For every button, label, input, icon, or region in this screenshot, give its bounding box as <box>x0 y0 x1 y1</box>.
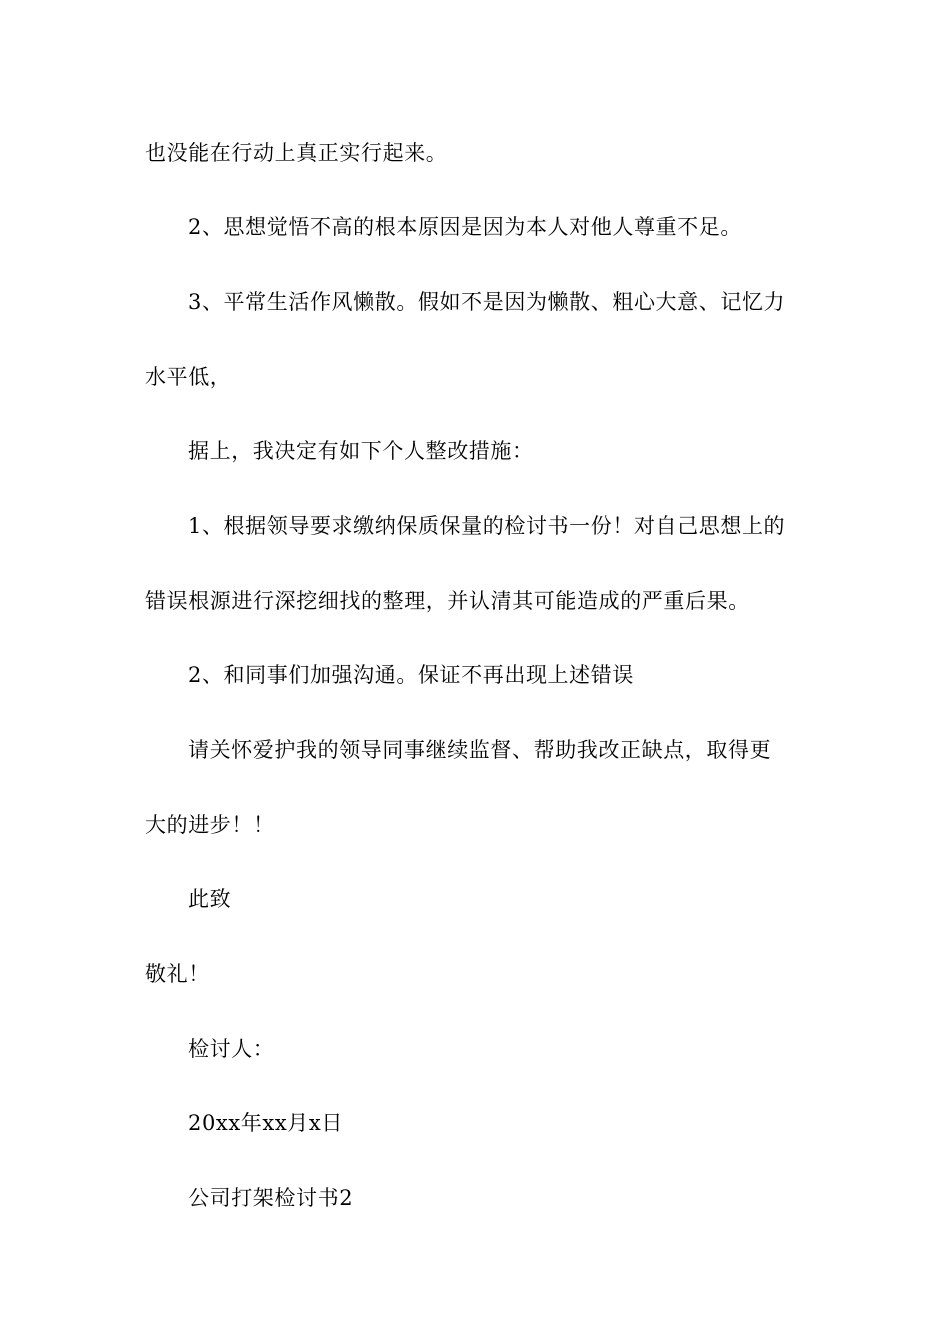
paragraph-line: 据上，我决定有如下个人整改措施： <box>188 439 534 463</box>
paragraph-line: 3、平常生活作风懒散。假如不是因为懒散、粗心大意、记忆力 <box>188 290 786 314</box>
paragraph-line: 大的进步！！ <box>145 813 275 837</box>
paragraph-line: 2、思想觉悟不高的根本原因是因为本人对他人尊重不足。 <box>188 215 742 239</box>
paragraph-line: 请关怀爱护我的领导同事继续监督、帮助我改正缺点，取得更 <box>188 738 772 762</box>
salutation-line: 敬礼！ <box>145 962 210 986</box>
paragraph-line: 2、和同事们加强沟通。保证不再出现上述错误 <box>188 663 634 687</box>
paragraph-line: 也没能在行动上真正实行起来。 <box>145 141 448 165</box>
paragraph-line: 错误根源进行深挖细找的整理，并认清其可能造成的严重后果。 <box>145 589 750 613</box>
salutation-line: 此致 <box>188 887 232 911</box>
signature-label: 检讨人： <box>188 1037 275 1061</box>
paragraph-line: 1、根据领导要求缴纳保质保量的检讨书一份！对自己思想上的 <box>188 514 786 538</box>
paragraph-line: 水平低， <box>145 365 232 389</box>
date-line: 20xx年xx月x日 <box>188 1111 343 1135</box>
section-heading: 公司打架检讨书2 <box>188 1186 354 1210</box>
